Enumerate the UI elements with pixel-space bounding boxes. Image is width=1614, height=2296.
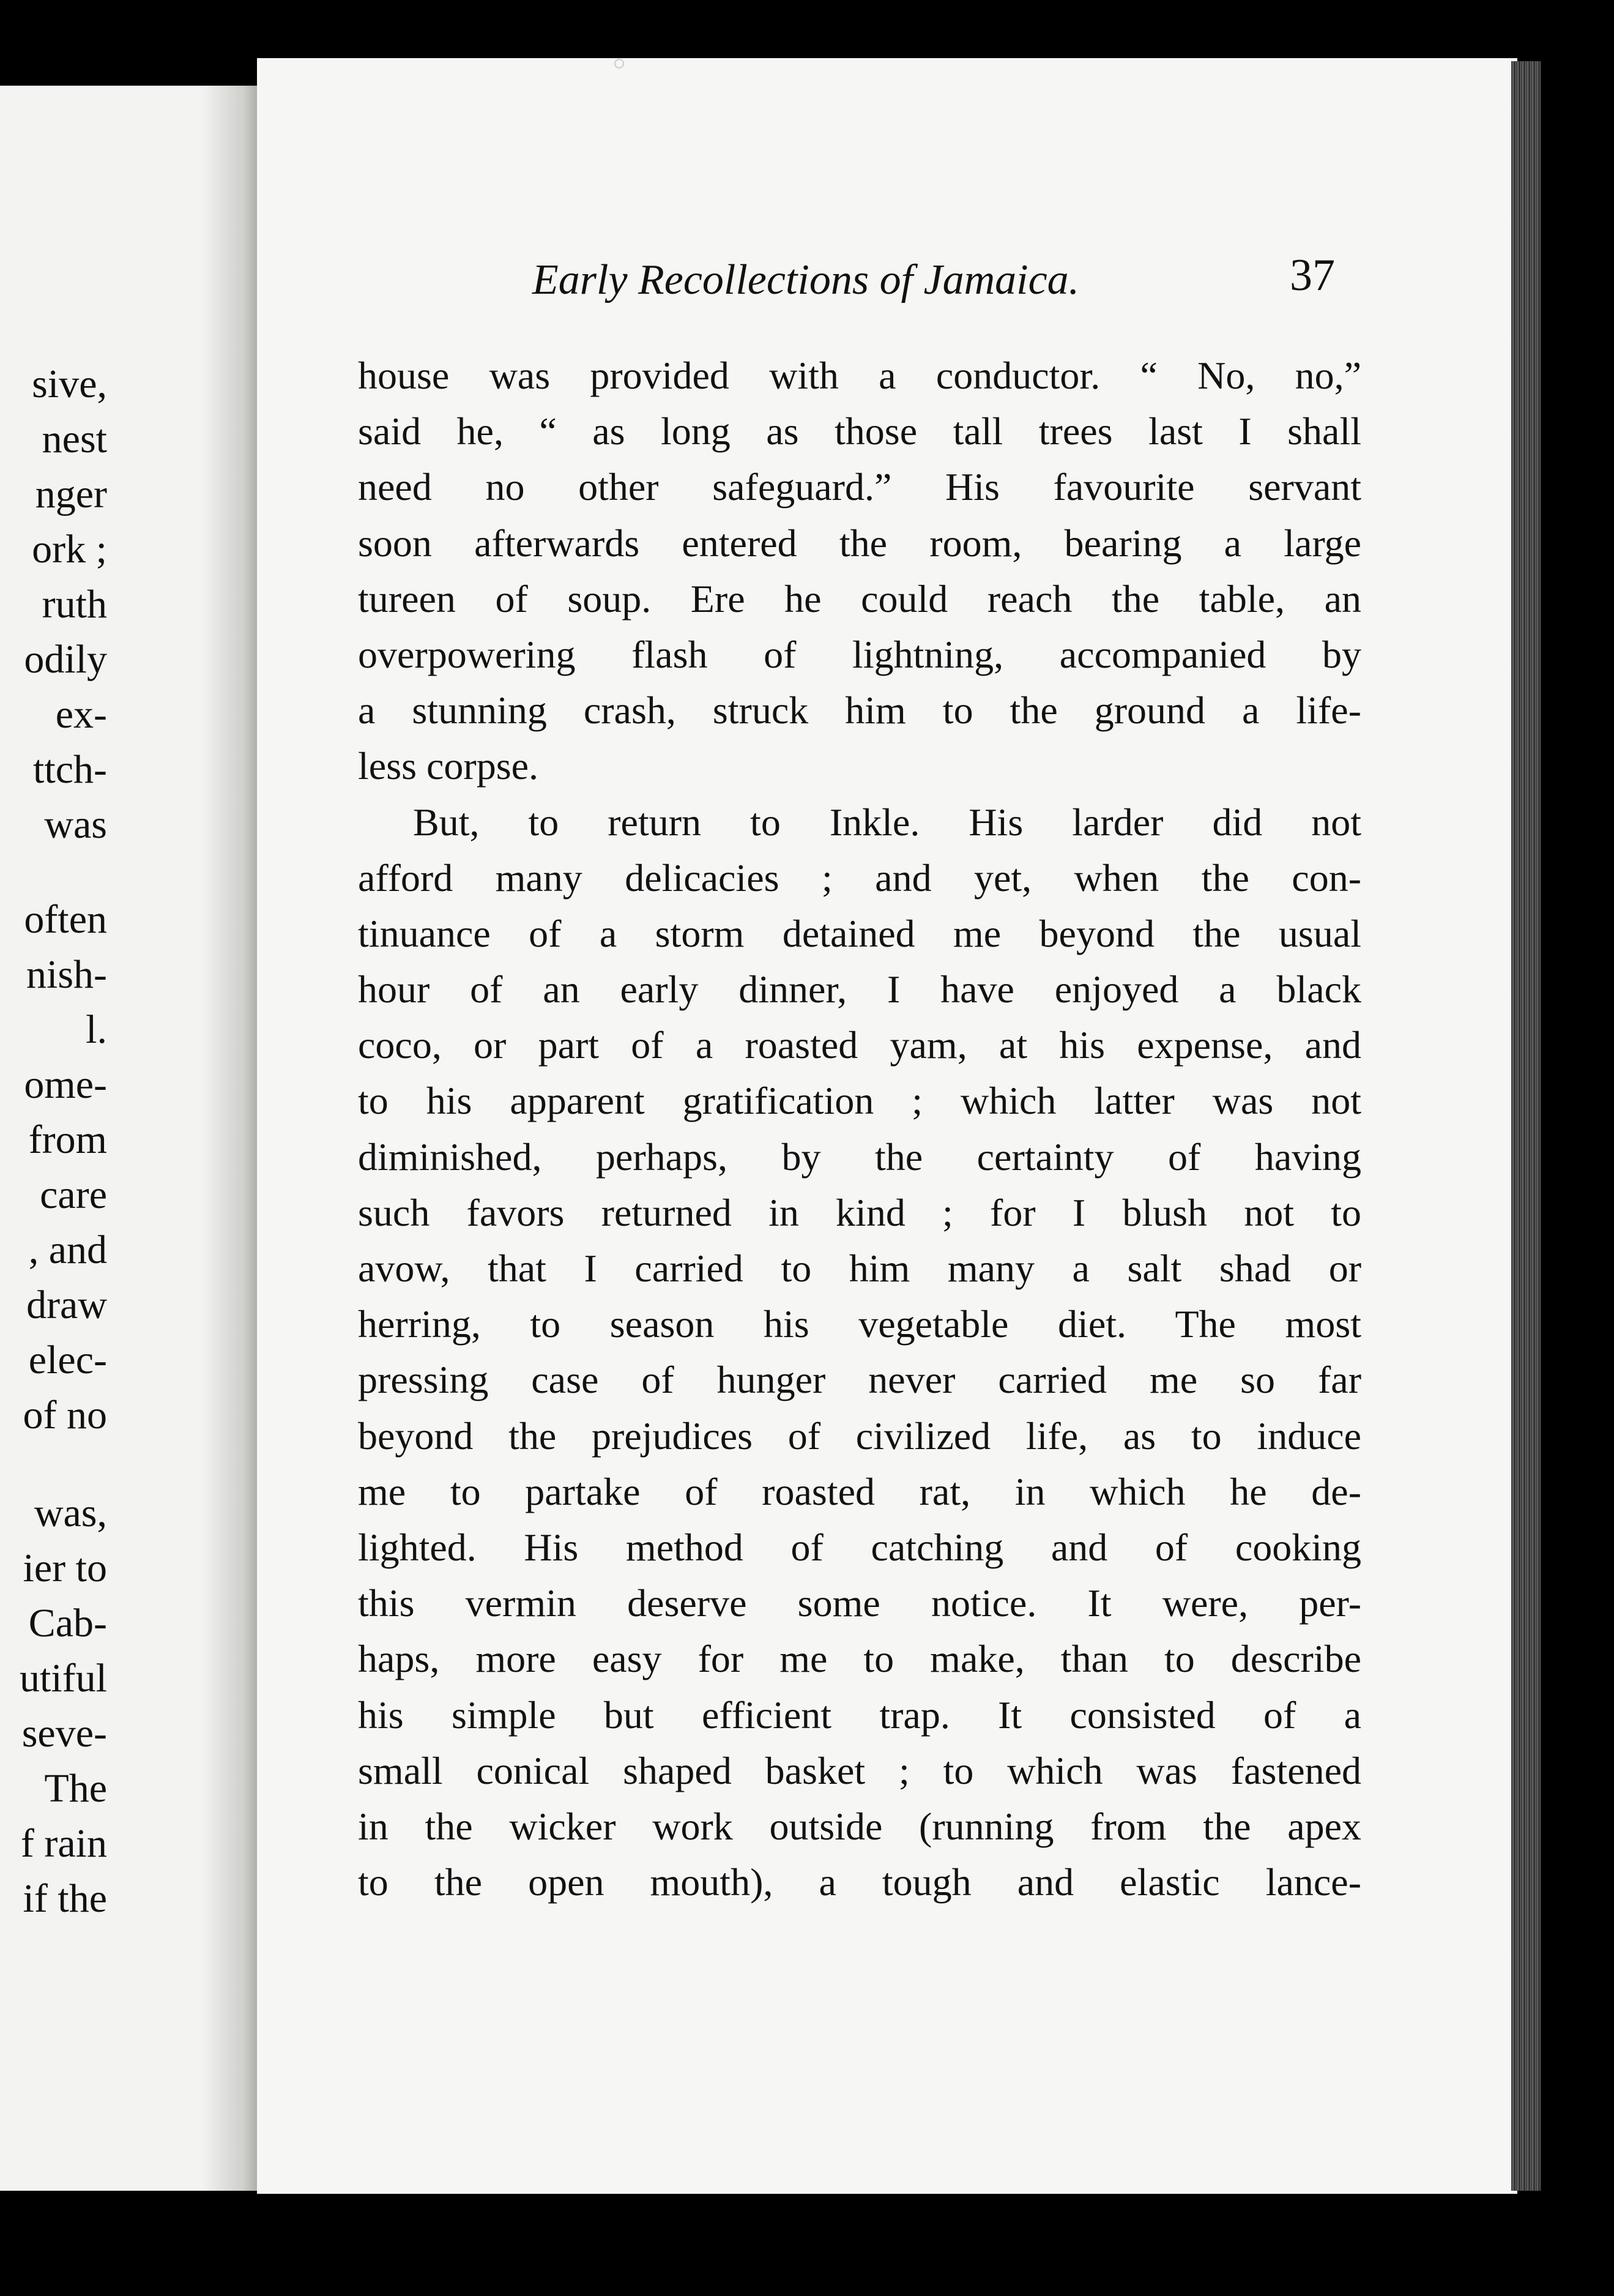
left-page: [0, 86, 236, 2191]
body-text: [358, 348, 1361, 1910]
text-line: soon afterwards entered the room, bearing a large: [358, 521, 1361, 565]
text-line: diminished, perhaps, by the certainty of having: [358, 1135, 1361, 1179]
left-page-fragment: nest: [42, 417, 107, 461]
text-line: coco, or part of a roasted yam, at his expense, and: [358, 1023, 1361, 1067]
left-page-fragment: if the: [23, 1876, 107, 1921]
left-page-fragment: Cab-: [28, 1601, 107, 1646]
left-page-text: [0, 86, 236, 2191]
text-line: his simple but efficient trap. It consisted of a: [358, 1693, 1361, 1737]
text-line: hour of an early dinner, I have enjoyed a black: [358, 967, 1361, 1012]
left-page-fragment: utiful: [20, 1656, 107, 1701]
left-page-fragment: ome-: [24, 1062, 107, 1107]
text-line: need no other safeguard.” His favourite servant: [358, 465, 1361, 509]
left-page-fragment: nger: [35, 472, 107, 516]
text-line: herring, to season his vegetable diet. The most: [358, 1302, 1361, 1346]
left-page-fragment: nish-: [26, 952, 107, 997]
text-line: house was provided with a conductor. “ No, no,”: [358, 354, 1361, 397]
left-page-fragment: ruth: [42, 582, 107, 627]
left-page-fragment: The: [44, 1766, 107, 1811]
text-line: tureen of soup. Ere he could reach the table, an: [358, 576, 1361, 621]
page-edges: [1511, 61, 1541, 2191]
text-line: beyond the prejudices of civilized life, as to induce: [358, 1414, 1361, 1458]
text-line: small conical shaped basket ; to which was fastened: [358, 1748, 1361, 1792]
text-line: pressing case of hunger never carried me so far: [358, 1358, 1361, 1402]
left-page-fragment: care: [40, 1172, 107, 1217]
text-line: less corpse.: [358, 744, 539, 788]
text-line: said he, “ as long as those tall trees last I shall: [358, 409, 1361, 453]
text-line: this vermin deserve some notice. It were, per-: [358, 1581, 1361, 1625]
text-line: lighted. His method of catching and of cooking: [358, 1525, 1361, 1569]
text-line: me to partake of roasted rat, in which he de-: [358, 1469, 1361, 1513]
text-line: avow, that I carried to him many a salt shad or: [358, 1247, 1361, 1290]
page-number: 37: [1290, 250, 1335, 300]
text-line: But, to return to Inkle. His larder did not: [413, 800, 1361, 844]
left-page-fragment: elec-: [28, 1338, 107, 1382]
scan-mark: [614, 59, 624, 69]
left-page-fragment: often: [24, 897, 107, 942]
left-page-fragment: of no: [23, 1393, 107, 1437]
left-page-fragment: ex-: [55, 692, 107, 737]
text-line: overpowering flash of lightning, accompanied by: [358, 632, 1361, 676]
left-page-fragment: sive,: [32, 362, 107, 406]
left-page-fragment: ork ;: [32, 527, 107, 572]
text-line: tinuance of a storm detained me beyond the usual: [358, 911, 1361, 955]
left-page-fragment: was,: [34, 1491, 107, 1535]
left-page-fragment: odily: [24, 637, 107, 682]
left-page-fragment: ttch-: [33, 747, 107, 792]
running-head: Early Recollections of Jamaica.: [532, 256, 1080, 304]
left-page-fragment: was: [44, 802, 107, 847]
text-line: in the wicker work outside (running from the apex: [358, 1804, 1361, 1848]
text-line: such favors returned in kind ; for I blush not to: [358, 1190, 1361, 1234]
text-line: to his apparent gratification ; which latter was not: [358, 1079, 1361, 1123]
left-page-fragment: from: [28, 1117, 107, 1162]
text-line: a stunning crash, struck him to the ground a life-: [358, 688, 1361, 732]
left-page-fragment: draw: [26, 1283, 107, 1327]
text-line: to the open mouth), a tough and elastic lance-: [358, 1860, 1361, 1904]
text-line: afford many delicacies ; and yet, when the con-: [358, 855, 1361, 900]
left-page-fragment: f rain: [20, 1821, 107, 1866]
left-page-fragment: ier to: [23, 1546, 107, 1590]
left-page-fragment: l.: [86, 1007, 107, 1052]
text-line: haps, more easy for me to make, than to describe: [358, 1637, 1361, 1681]
left-page-fragment: seve-: [21, 1711, 107, 1756]
left-page-fragment: , and: [28, 1228, 107, 1272]
